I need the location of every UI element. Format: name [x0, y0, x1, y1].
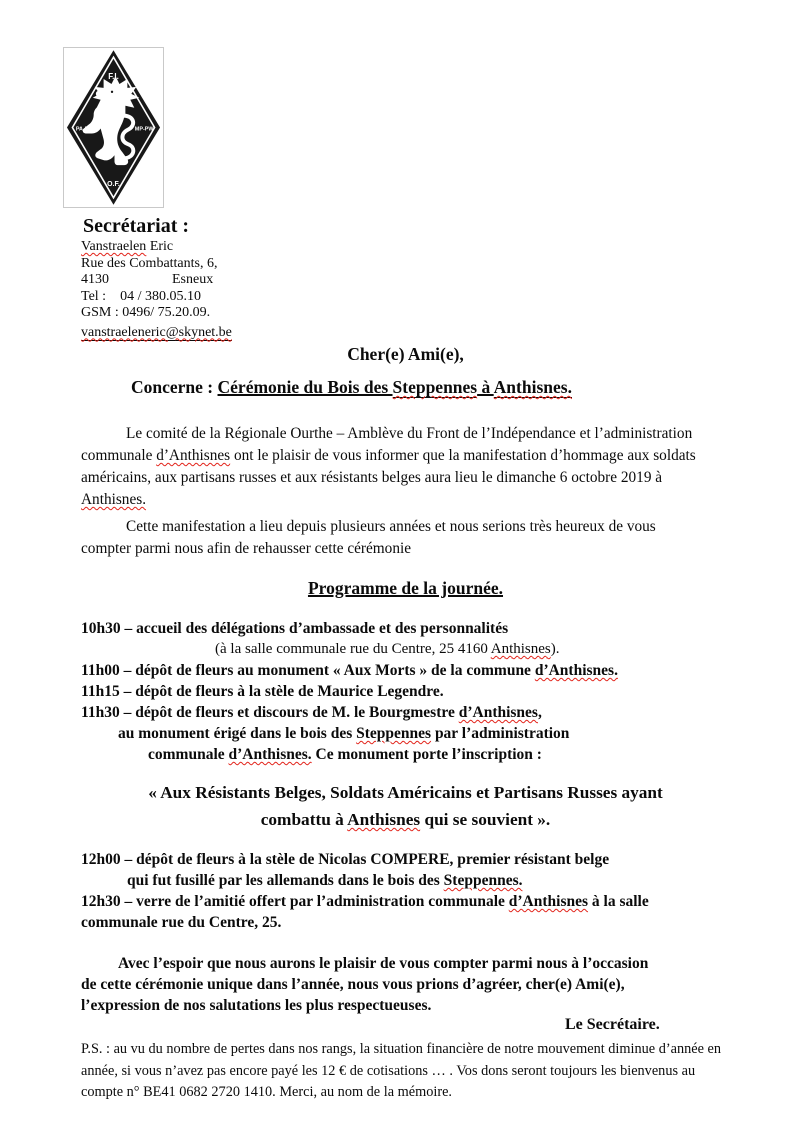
text-line	[81, 423, 730, 445]
text-run: qui se souvient ».	[420, 810, 551, 829]
text-run: combattu à	[260, 810, 348, 829]
signature: Le Secrétaire.	[565, 1016, 660, 1033]
text-line	[81, 256, 730, 273]
text-run: 12h30 – verre de l’amitié offert par l’administration communale	[81, 893, 509, 910]
text-line	[81, 639, 730, 660]
badge-label-left: PA-PL	[75, 126, 92, 133]
text-line	[81, 289, 730, 306]
text-line	[81, 779, 730, 806]
subject-line	[81, 375, 730, 399]
text-run: Cette manifestation a lieu depuis plusieurs années et nous serions très heureux de vous	[126, 518, 656, 535]
text-run: l’expression de nos salutations les plus respectueuses.	[81, 997, 432, 1014]
text-run: (à la salle communale rue du Centre, 25 4160	[215, 641, 491, 657]
text-line	[81, 744, 730, 765]
text-run: Steppennes	[356, 725, 432, 742]
text-line	[81, 974, 730, 995]
postscript	[81, 1039, 730, 1104]
text-run: 4130 Esneux	[81, 272, 214, 287]
text-line	[81, 489, 730, 511]
text-run: communale	[148, 746, 229, 763]
text-run: d’Anthisnes.	[534, 662, 618, 679]
text-run: américains, aux partisans russes et aux résistants belges aura lieu le dimanche 6 octobre 2019 à	[81, 469, 663, 486]
text-run: Ce monument porte l’inscription :	[311, 746, 542, 763]
text-run: communale rue du Centre, 25.	[81, 914, 282, 931]
text-line	[81, 870, 730, 891]
paragraph-intro	[81, 423, 730, 511]
text-run: compte n° BE41 0682 2720 1410. Merci, au nom de la mémoire.	[81, 1084, 453, 1100]
schedule-morning	[81, 618, 730, 765]
text-run: ).	[550, 641, 560, 657]
badge-label-bottom: O.F.	[107, 180, 120, 188]
text-run: par l’administration	[431, 725, 570, 742]
text-line	[131, 375, 730, 399]
text-run: Tel : 04 / 380.05.10	[81, 288, 201, 304]
text-run: P.S. : au vu du nombre de pertes dans nos rangs, la situation financière de notre mouvement diminue d’année en	[81, 1041, 722, 1057]
secretariat-contact-block	[81, 239, 730, 341]
text-line	[81, 912, 730, 933]
text-line	[81, 467, 730, 489]
text-run: d’Anthisnes	[508, 893, 589, 910]
text-run: ont le plaisir de vous informer que la manifestation d’hommage aux soldats	[230, 447, 696, 464]
text-line	[81, 445, 730, 467]
programme-heading: Programme de la journée.	[307, 578, 504, 598]
schedule-noon	[81, 849, 730, 933]
text-run: « Aux Résistants Belges, Soldats Américains et Partisans Russes ayant	[148, 783, 663, 802]
text-line	[81, 1082, 730, 1104]
text-run: Concerne :	[131, 377, 218, 397]
salutation: Cher(e) Ami(e),	[347, 344, 464, 364]
text-run: 10h30 – accueil des délégations d’ambassade et des personnalités	[81, 620, 509, 637]
logo-image	[63, 47, 164, 208]
text-run: de cette cérémonie unique dans l’année, nous vous prions d’agréer, cher(e) Ami(e),	[81, 976, 625, 993]
text-run: communale	[81, 447, 157, 464]
text-run: 11h30 – dépôt de fleurs et discours de M. le Bourgmestre	[81, 704, 459, 721]
text-run: Steppennes.	[443, 872, 523, 889]
monument-inscription	[81, 779, 730, 833]
text-run: année, si vous n’avez pas encore payé les 12 € de cotisations … . Vos dons seront toujours les bienvenus au	[81, 1062, 696, 1079]
lion-eye	[111, 91, 113, 93]
text-line	[81, 806, 730, 833]
text-line	[81, 618, 730, 639]
paragraph-invitation	[81, 516, 730, 560]
secretariat-heading: Secrétariat :	[83, 215, 190, 237]
text-line	[81, 538, 730, 560]
text-run: Cérémonie du Bois des	[217, 377, 393, 397]
text-run: Anthisnes	[490, 641, 551, 657]
text-run: Le comité de la Régionale Ourthe – Amblève du Front de l’Indépendance et l’administration	[126, 425, 693, 442]
text-run: Anthisnes	[347, 810, 421, 829]
text-run: GSM : 0496/ 75.20.09.	[81, 305, 211, 320]
text-run: compter parmi nous afin de rehausser cette cérémonie	[81, 540, 412, 557]
text-run: Anthisnes.	[493, 377, 572, 397]
text-line	[81, 1039, 730, 1061]
email-link[interactable]	[81, 325, 730, 342]
text-run: 11h15 – dépôt de fleurs à la stèle de Maurice Legendre.	[81, 683, 444, 700]
text-line	[81, 660, 730, 681]
text-run: 12h00 – dépôt de fleurs à la stèle de Nicolas COMPERE, premier résistant belge	[81, 851, 610, 868]
text-line	[81, 849, 730, 870]
text-run: Rue des Combattants, 6,	[81, 255, 218, 271]
text-run: ,	[537, 704, 542, 721]
text-line	[81, 702, 730, 723]
front-independance-badge	[64, 48, 163, 207]
text-run: Eric	[146, 239, 174, 254]
closing-paragraph	[81, 953, 730, 1016]
text-line	[81, 516, 730, 538]
text-line	[81, 239, 730, 256]
text-line	[81, 995, 730, 1016]
text-line	[81, 953, 730, 974]
text-run: Vanstraelen	[81, 239, 147, 254]
badge-label-top: F.I.	[108, 71, 119, 81]
text-run: à la salle	[588, 893, 649, 910]
text-run: qui fut fusillé par les allemands dans le bois des	[127, 872, 444, 889]
text-line	[81, 681, 730, 702]
text-run: d’Anthisnes.	[228, 746, 312, 763]
text-run: Anthisnes.	[81, 491, 147, 508]
text-run: Avec l’espoir que nous aurons le plaisir de vous compter parmi nous à l’occasion	[118, 955, 649, 972]
text-run: à	[477, 377, 494, 397]
text-line	[81, 891, 730, 912]
badge-label-right: MP-PW	[134, 126, 154, 133]
email-text: vanstraeleneric@skynet.be	[81, 324, 232, 340]
text-run: d’Anthisnes	[458, 704, 538, 721]
text-run: au monument érigé dans le bois des	[118, 725, 357, 742]
text-line	[81, 305, 730, 322]
text-line	[81, 1061, 730, 1083]
text-line	[81, 723, 730, 744]
text-run: Steppennes	[392, 377, 478, 397]
text-line	[81, 272, 730, 289]
text-run: 11h00 – dépôt de fleurs au monument « Aux Morts » de la commune	[81, 662, 535, 679]
text-run: d’Anthisnes	[156, 447, 231, 464]
